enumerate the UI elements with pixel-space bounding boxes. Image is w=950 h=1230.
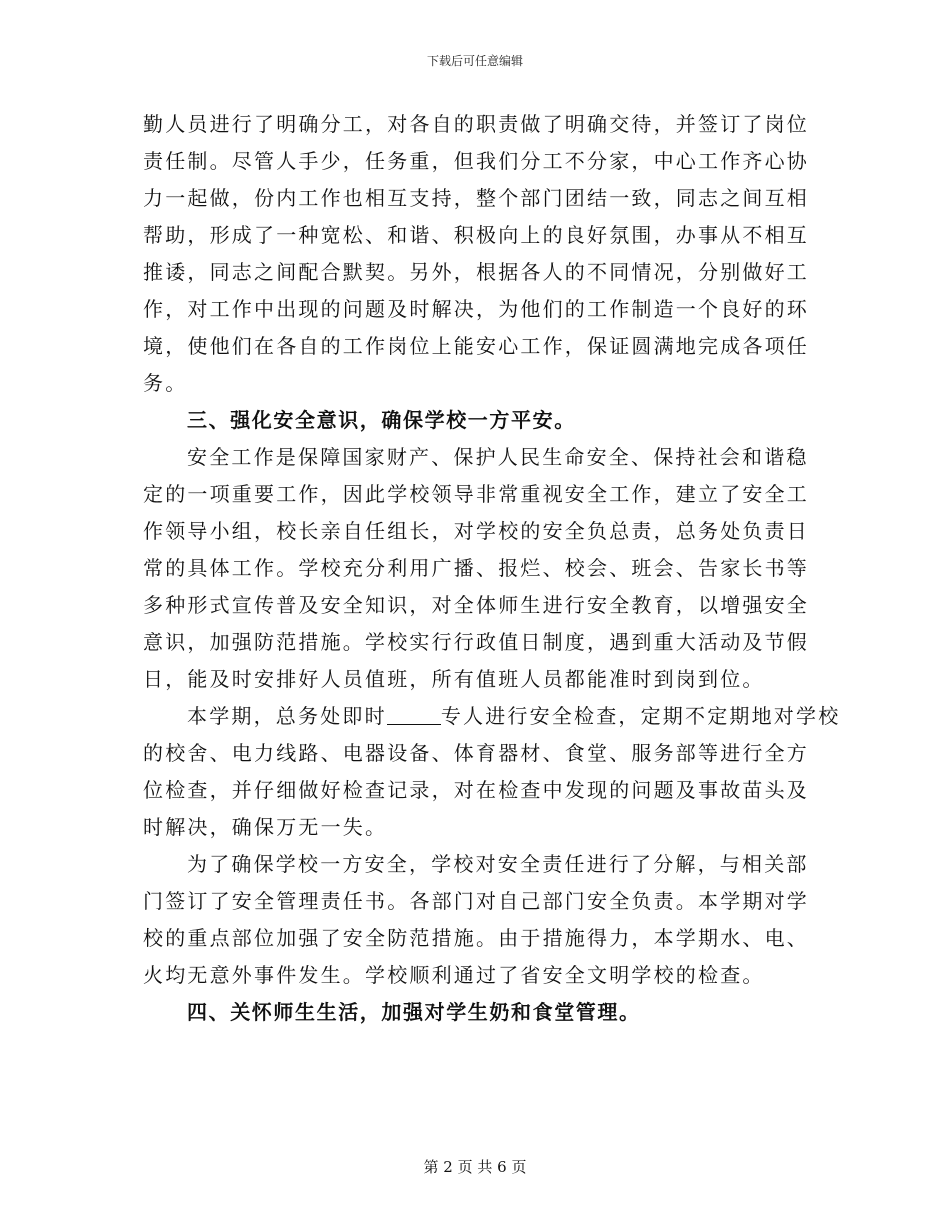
paragraph-line: 作领导小组，校长亲自任组长，对学校的安全负总责，总务处负责日 <box>143 519 809 543</box>
paragraph-line: 时解决，确保万无一失。 <box>143 815 388 839</box>
paragraph-line: 多种形式宣传普及安全知识，对全体师生进行安全教育，以增强安全 <box>143 593 809 617</box>
section-heading-3: 三、强化安全意识，确保学校一方平安。 <box>187 408 576 432</box>
paragraph-line: 意识，加强防范措施。学校实行行政值日制度，遇到重大活动及节假 <box>143 630 809 654</box>
page-number: 第 2 页 共 6 页 <box>423 1158 527 1176</box>
paragraph-line: 定的一项重要工作，因此学校领导非常重视安全工作，建立了安全工 <box>143 482 809 506</box>
paragraph-line: 力一起做，份内工作也相互支持，整个部门团结一致，同志之间互相 <box>143 186 809 210</box>
paragraph-line: 位检查，并仔细做好检查记录，对在检查中发现的问题及事故苗头及 <box>143 778 809 802</box>
paragraph-line: 责任制。尽管人手少，任务重，但我们分工不分家，中心工作齐心协 <box>143 149 809 173</box>
paragraph-line: 校的重点部位加强了安全防范措施。由于措施得力，本学期水、电、 <box>143 926 809 950</box>
paragraph-line: 门签订了安全管理责任书。各部门对自己部门安全负责。本学期对学 <box>143 889 809 913</box>
paragraph-line: 推诿，同志之间配合默契。另外，根据各人的不同情况，分别做好工 <box>143 260 809 284</box>
paragraph-line: 境，使他们在各自的工作岗位上能安心工作，保证圆满地完成各项任 <box>143 334 809 358</box>
section-heading-4: 四、关怀师生生活，加强对学生奶和食堂管理。 <box>187 1000 641 1024</box>
paragraph-line: 常的具体工作。学校充分利用广播、报烂、校会、班会、告家长书等 <box>143 556 809 580</box>
paragraph-line: 勤人员进行了明确分工，对各自的职责做了明确交待，并签订了岗位 <box>143 112 809 136</box>
paragraph-line-with-blank <box>143 698 841 735</box>
paragraph-line: 的校舍、电力线路、电器设备、体育器材、食堂、服务部等进行全方 <box>143 741 809 765</box>
paragraph-line: 安全工作是保障国家财产、保护人民生命安全、保持社会和谐稳 <box>187 445 809 469</box>
paragraph-line: 火均无意外事件发生。学校顺利通过了省安全文明学校的检查。 <box>143 963 765 987</box>
header-note: 下载后可任意编辑 <box>426 54 523 68</box>
paragraph-line: 作，对工作中出现的问题及时解决，为他们的工作制造一个良好的环 <box>143 297 809 321</box>
paragraph-line: 日，能及时安排好人员值班，所有值班人员都能准时到岗到位。 <box>143 667 765 691</box>
document-body <box>143 106 841 1031</box>
fill-in-blank <box>387 706 441 725</box>
paragraph-line: 务。 <box>143 371 188 395</box>
paragraph-line: 为了确保学校一方安全，学校对安全责任进行了分解，与相关部 <box>187 852 809 876</box>
paragraph-line: 帮助，形成了一种宽松、和谐、积极向上的良好氛围，办事从不相互 <box>143 223 809 247</box>
text-after-blank: 专人进行安全检查，定期不定期地对学校 <box>440 704 841 728</box>
text-before-blank: 本学期，总务处即时 <box>187 704 387 728</box>
